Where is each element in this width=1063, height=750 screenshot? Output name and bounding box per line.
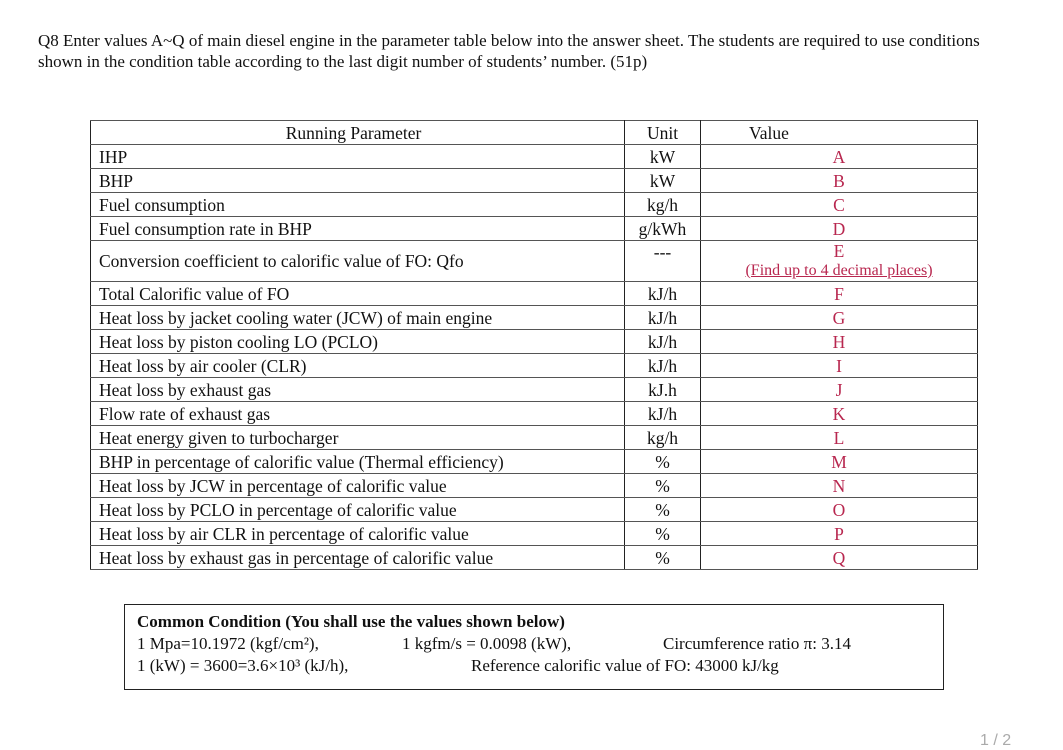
row-value [701,426,978,450]
table-row [91,378,978,402]
row-unit: % [625,450,701,474]
row-unit: % [625,474,701,498]
row-unit: --- [625,241,701,282]
decimal-places-note: (Find up to 4 decimal places) [745,262,933,279]
row-unit: kJ/h [625,330,701,354]
table-row [91,474,978,498]
row-value [701,282,978,306]
row-unit: % [625,546,701,570]
common-condition-line-2 [137,655,931,677]
common-condition-title: Common Condition (You shall use the values shown below) [137,612,565,631]
parameter-table [90,120,978,570]
row-value [701,330,978,354]
common-condition-box [124,604,944,690]
row-value [701,354,978,378]
row-value [701,522,978,546]
row-value [701,402,978,426]
row-unit: kg/h [625,193,701,217]
row-parameter: Fuel consumption [91,193,625,217]
row-unit: kg/h [625,426,701,450]
circumference-ratio: Circumference ratio π: 3.14 [663,634,851,653]
reference-calorific-value: Reference calorific value of FO: 43000 kJ/kg [471,656,779,675]
row-parameter: Heat loss by JCW in percentage of calorific value [91,474,625,498]
row-parameter: Heat loss by air CLR in percentage of calorific value [91,522,625,546]
value-letter: B [833,170,845,191]
row-parameter: IHP [91,145,625,169]
table-row [91,193,978,217]
power-conversion: 1 kgfm/s = 0.0098 (kW), [402,634,572,653]
row-parameter: BHP [91,169,625,193]
value-letter: P [834,523,844,544]
value-letter: J [835,379,843,400]
row-unit: kJ/h [625,282,701,306]
row-unit: % [625,522,701,546]
value-letter: C [833,194,845,215]
value-letter: A [832,146,846,167]
value-letter: E [833,241,845,261]
row-parameter: Conversion coefficient to calorific value of FO: Qfo [91,241,625,282]
table-row [91,145,978,169]
row-value [701,145,978,169]
value-letter: H [832,331,846,352]
row-value [701,169,978,193]
row-unit: g/kWh [625,217,701,241]
row-unit: kJ/h [625,402,701,426]
row-value [701,450,978,474]
row-parameter: Total Calorific value of FO [91,282,625,306]
question-text: Q8 Enter values A~Q of main diesel engine in the parameter table below into the answer sheet. The students are required to use conditions shown in the condition table according to the last digit number of students’ number. (51p) [38,31,980,71]
row-value [701,474,978,498]
pressure-conversion: 1 Mpa=10.1972 (kgf/cm²), [137,634,319,653]
row-unit: kW [625,145,701,169]
value-letter: K [832,403,846,424]
row-unit: % [625,498,701,522]
value-letter: N [832,475,846,496]
row-value [701,193,978,217]
value-letter: Q [832,547,846,568]
table-row [91,522,978,546]
row-value [701,378,978,402]
row-unit: kJ.h [625,378,701,402]
value-letter: M [831,451,847,472]
row-parameter: Fuel consumption rate in BHP [91,217,625,241]
table-row [91,498,978,522]
table-row [91,402,978,426]
table-row [91,546,978,570]
table-row [91,354,978,378]
row-value [701,546,978,570]
row-value [701,241,978,282]
row-unit: kJ/h [625,354,701,378]
header-unit: Unit [625,121,701,145]
value-letter: L [833,427,845,448]
row-parameter: Heat loss by exhaust gas [91,378,625,402]
table-row [91,217,978,241]
row-parameter: Heat loss by exhaust gas in percentage of calorific value [91,546,625,570]
row-value [701,498,978,522]
value-letter: F [834,283,844,304]
row-parameter: Flow rate of exhaust gas [91,402,625,426]
row-parameter: Heat loss by PCLO in percentage of calorific value [91,498,625,522]
row-unit: kW [625,169,701,193]
row-value [701,306,978,330]
table-row [91,330,978,354]
row-parameter: BHP in percentage of calorific value (Thermal efficiency) [91,450,625,474]
table-row [91,306,978,330]
row-value [701,217,978,241]
value-letter: I [836,355,842,376]
value-letter: D [832,218,846,239]
common-condition-line-1 [137,633,931,655]
energy-conversion: 1 (kW) = 3600=3.6×10³ (kJ/h), [137,656,349,675]
table-row [91,241,978,282]
row-parameter: Heat energy given to turbocharger [91,426,625,450]
header-running-parameter: Running Parameter [91,121,625,145]
page-number: 1 / 2 [980,732,1012,749]
table-row [91,426,978,450]
row-parameter: Heat loss by piston cooling LO (PCLO) [91,330,625,354]
value-letter: G [832,307,846,328]
table-row [91,450,978,474]
table-row [91,282,978,306]
table-header-row [91,121,978,145]
value-letter: O [832,499,846,520]
row-parameter: Heat loss by jacket cooling water (JCW) of main engine [91,306,625,330]
row-unit: kJ/h [625,306,701,330]
row-parameter: Heat loss by air cooler (CLR) [91,354,625,378]
header-value: Value [701,121,978,145]
table-row [91,169,978,193]
